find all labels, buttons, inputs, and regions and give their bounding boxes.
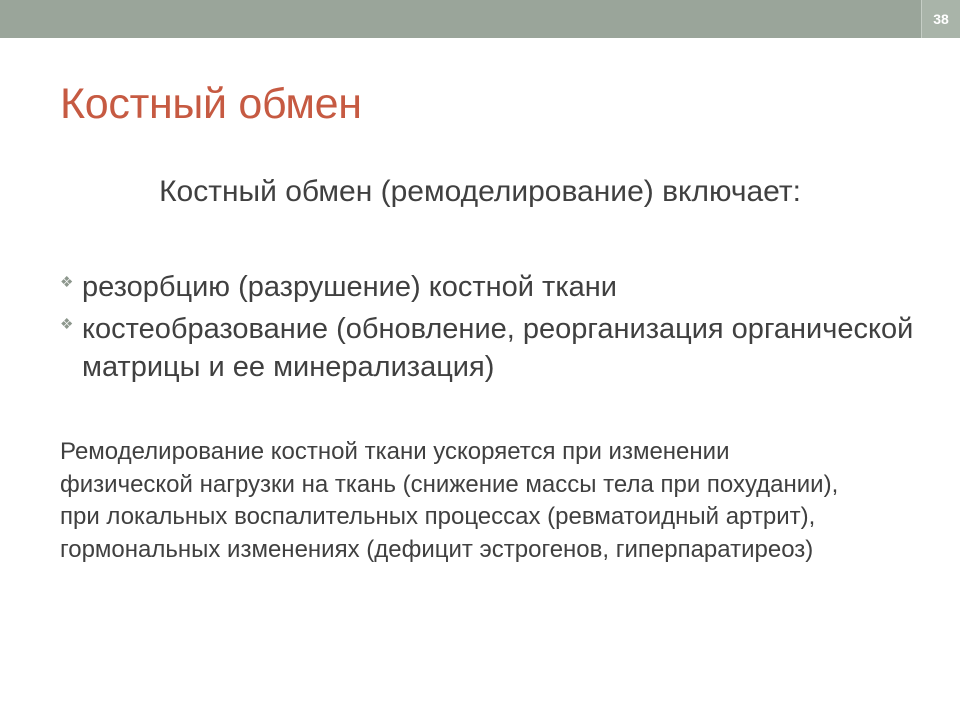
bullet-list bbox=[60, 268, 920, 390]
bullet-text: резорбцию (разрушение) костной ткани bbox=[82, 271, 617, 303]
bullet-item bbox=[60, 310, 920, 386]
body-paragraph: Ремоделирование костной ткани ускоряется при изменении физической нагрузки на ткань (снижение массы тела при похудании), при локальных воспалительных процессах (ревматоидный артрит), гормональных изменениях (дефицит эстрогенов, гиперпаратиреоз) bbox=[60, 438, 839, 563]
page-number: 38 bbox=[921, 0, 960, 38]
diamond-bullet-icon: ❖ bbox=[60, 316, 74, 333]
bullet-item bbox=[60, 268, 920, 306]
slide-subtitle: Костный обмен (ремоделирование) включает: bbox=[159, 175, 801, 208]
top-bar bbox=[0, 0, 960, 38]
slide-title: Костный обмен bbox=[60, 80, 362, 128]
bullet-text: костеобразование (обновление, реорганизация органической матрицы и ее минерализация) bbox=[82, 313, 914, 383]
diamond-bullet-icon: ❖ bbox=[60, 274, 74, 291]
